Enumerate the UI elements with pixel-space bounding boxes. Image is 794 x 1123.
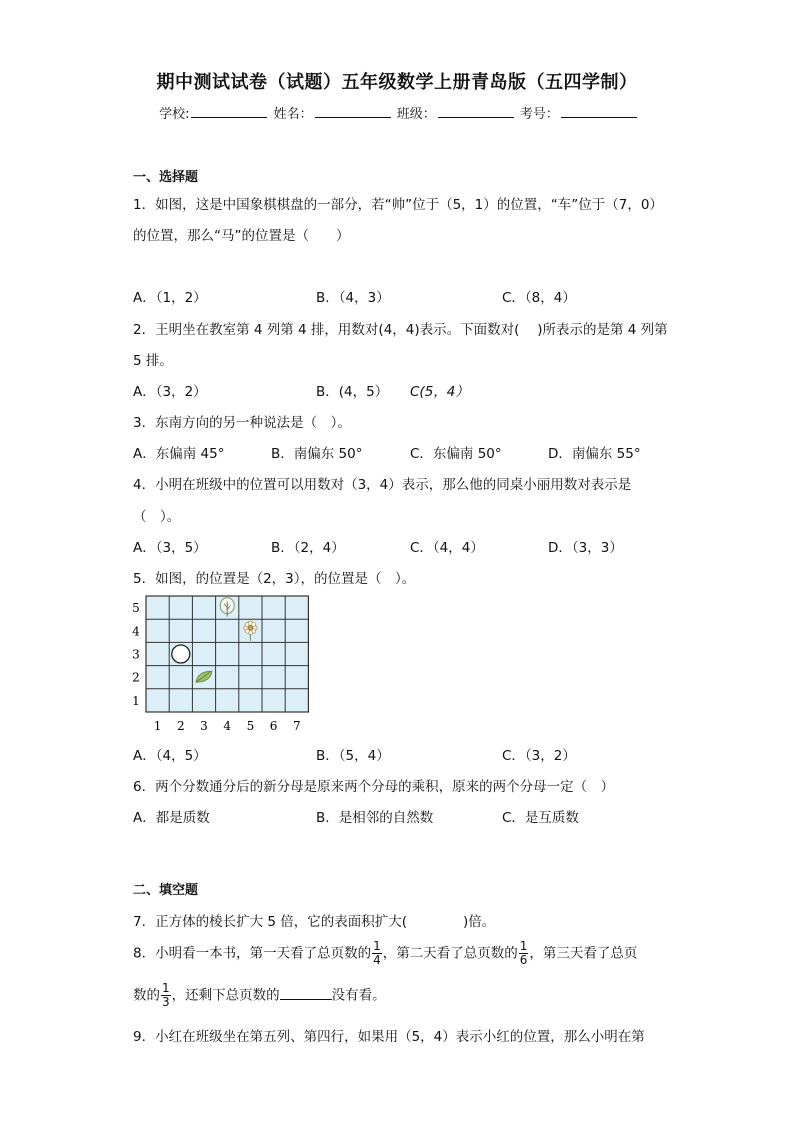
grid-y-label: 2 xyxy=(132,670,140,685)
q1-line1: 1．如图，这是中国象棋棋盘的一部分，若“帅”位于（5，1）的位置，“车”位于（7，0） xyxy=(133,197,663,213)
q8-frac1-num: 1 xyxy=(373,939,381,953)
school-label: 学校: xyxy=(159,107,190,122)
q8-answer-blank[interactable] xyxy=(280,987,332,1000)
q6-line1: 6．两个分数通分后的新分母是原来两个分母的乘积，原来的两个分母一定（ ） xyxy=(133,779,615,795)
q8-part4: 数的 xyxy=(133,987,160,1004)
q2-line2: 5 排。 xyxy=(133,353,173,369)
q8-frac2-num: 1 xyxy=(519,939,528,953)
q8-frac3-den: 3 xyxy=(162,995,170,1009)
q9-line1: 9．小红在班级坐在第五列、第四行，如果用（5，4）表示小红的位置，那么小明在第 xyxy=(133,1029,645,1045)
q1-options xyxy=(133,286,693,304)
q6-options xyxy=(133,806,693,824)
grid-x-label: 3 xyxy=(200,719,208,733)
grid-x-label: 5 xyxy=(246,719,255,733)
grid-x-label: 4 xyxy=(223,719,232,733)
q4-option-c[interactable]: C．（4，4） xyxy=(410,540,484,556)
q4-option-d[interactable]: D．（3，3） xyxy=(548,540,623,556)
q3-options xyxy=(133,442,693,460)
q8-part3: ，第三天看了总页 xyxy=(529,945,638,962)
q1-line2: 的位置，那么“马”的位置是（ ） xyxy=(133,228,350,244)
q8-fraction-1 xyxy=(372,940,382,967)
q5-option-a[interactable]: A．（4，5） xyxy=(133,748,207,764)
grid-x-label: 1 xyxy=(153,719,162,733)
q3-option-c[interactable]: C．东偏南 50° xyxy=(410,446,502,462)
q2-line1: 2．王明坐在教室第 4 列第 4 排，用数对(4，4)表示。下面数对( )所表示的是第 4 列第 xyxy=(133,322,668,338)
page-title: 期中测试试卷（试题）五年级数学上册青岛版（五四学制） xyxy=(156,72,638,93)
q2-option-b[interactable]: B．(4，5） xyxy=(316,384,389,400)
q6-option-a[interactable]: A．都是质数 xyxy=(133,810,210,826)
q7-text-a: 7．正方体的棱长扩大 5 倍，它的表面积扩大( xyxy=(133,914,408,930)
q7-line xyxy=(133,910,495,930)
grid-y-label: 1 xyxy=(132,693,140,708)
q4-options xyxy=(133,536,693,554)
q7-text-b: )倍。 xyxy=(463,914,496,930)
q5-line1: 5．如图，的位置是（2，3），的位置是（ ）。 xyxy=(133,571,416,587)
q5-option-b[interactable]: B．（5，4） xyxy=(316,748,390,764)
school-blank[interactable] xyxy=(191,105,267,118)
q1-option-c[interactable]: C．（8，4） xyxy=(502,290,576,306)
section-title-choice: 一、选择题 xyxy=(133,170,199,185)
q6-option-c[interactable]: C．是互质数 xyxy=(502,810,579,826)
q3-option-b[interactable]: B．南偏东 50° xyxy=(271,446,363,462)
q3-line1: 3．东南方向的另一种说法是（ ）。 xyxy=(133,415,351,431)
q8-line1 xyxy=(133,940,637,967)
section-title-fill: 二、填空题 xyxy=(133,883,199,898)
q3-option-a[interactable]: A．东偏南 45° xyxy=(133,446,225,462)
q2-option-c[interactable]: C(5，4） xyxy=(410,384,469,400)
q8-frac1-den: 4 xyxy=(373,953,381,967)
q8-part6: 没有看。 xyxy=(331,987,386,1004)
grid-y-label: 5 xyxy=(132,601,140,616)
q8-fraction-2 xyxy=(519,940,529,967)
q5-options xyxy=(133,744,693,762)
grid-x-label: 6 xyxy=(269,719,278,733)
q8-frac3-num: 1 xyxy=(162,981,170,995)
grid-y-label: 4 xyxy=(132,624,140,639)
grid-y-label: 3 xyxy=(132,647,140,662)
q5-option-c[interactable]: C．（3，2） xyxy=(502,748,576,764)
q4-line2: （ ）。 xyxy=(133,509,181,525)
q4-line1: 4．小明在班级中的位置可以用数对（3，4）表示，那么他的同桌小丽用数对表示是 xyxy=(133,477,632,493)
q4-option-b[interactable]: B．（2，4） xyxy=(271,540,345,556)
q8-line2 xyxy=(133,982,386,1009)
circle-icon xyxy=(172,645,190,663)
grid-y-labels xyxy=(132,601,140,708)
student-info-row xyxy=(0,103,794,122)
q1-option-b[interactable]: B．（4，3） xyxy=(316,290,390,306)
grid-x-labels xyxy=(154,719,301,733)
q2-option-a[interactable]: A．（3，2） xyxy=(133,384,207,400)
q2-options xyxy=(133,380,693,398)
number-label: 考号： xyxy=(519,107,559,122)
q6-option-b[interactable]: B．是相邻的自然数 xyxy=(316,810,434,826)
q3-option-d[interactable]: D．南偏东 55° xyxy=(548,446,641,462)
q8-part2: ，第二天看了总页数的 xyxy=(382,945,518,962)
name-label: 姓名： xyxy=(273,107,313,122)
class-blank[interactable] xyxy=(438,105,514,118)
grid-x-label: 7 xyxy=(292,719,301,733)
q4-option-a[interactable]: A．（3，5） xyxy=(133,540,207,556)
q8-part5: ，还剩下总页数的 xyxy=(171,987,280,1004)
number-blank[interactable] xyxy=(561,105,637,118)
q8-part1: 8．小明看一本书，第一天看了总页数的 xyxy=(133,945,372,962)
q1-option-a[interactable]: A．（1，2） xyxy=(133,290,207,306)
coordinate-grid xyxy=(128,592,318,738)
q8-frac2-den: 6 xyxy=(519,953,528,967)
name-blank[interactable] xyxy=(315,105,391,118)
class-label: 班级： xyxy=(396,107,436,122)
grid-x-label: 2 xyxy=(176,719,185,733)
q8-fraction-3 xyxy=(161,982,171,1009)
